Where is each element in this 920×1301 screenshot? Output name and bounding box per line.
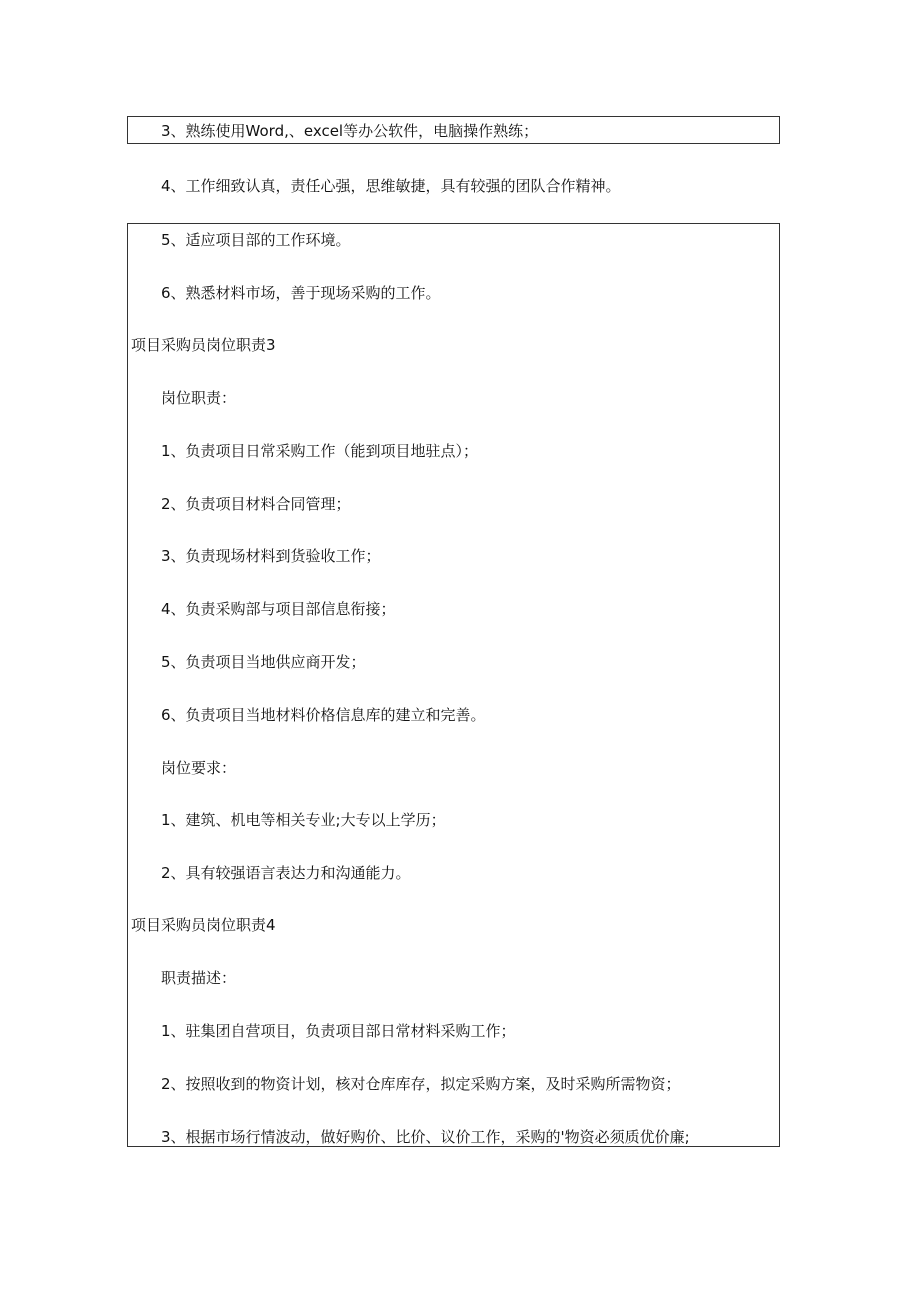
description-item-3: 3、根据市场行情波动，做好购价、比价、议价工作，采购的'物资必须质优价廉; bbox=[161, 1128, 690, 1146]
requirement-item-a2: 2、具有较强语言表达力和沟通能力。 bbox=[161, 864, 411, 882]
duty-item-1: 1、负责项目日常采购工作（能到项目地驻点）； bbox=[161, 442, 479, 460]
duty-item-4: 4、负责采购部与项目部信息衔接； bbox=[161, 600, 396, 618]
description-item-1: 1、驻集团自营项目，负责项目部日常材料采购工作； bbox=[161, 1022, 516, 1040]
duty-item-3: 3、负责现场材料到货验收工作； bbox=[161, 547, 381, 565]
section-heading-4: 项目采购员岗位职责4 bbox=[131, 916, 276, 934]
requirement-item-3: 3、熟练使用Word,、excel等办公软件，电脑操作熟练； bbox=[161, 122, 539, 140]
description-item-2: 2、按照收到的物资计划，核对仓库库存，拟定采购方案，及时采购所需物资； bbox=[161, 1075, 681, 1093]
requirements-label: 岗位要求： bbox=[161, 759, 237, 777]
duty-item-5: 5、负责项目当地供应商开发； bbox=[161, 653, 366, 671]
requirement-item-6: 6、熟悉材料市场，善于现场采购的工作。 bbox=[161, 284, 441, 302]
requirement-item-5: 5、适应项目部的工作环境。 bbox=[161, 231, 351, 249]
table-frame-main bbox=[127, 223, 780, 1147]
section-heading-3: 项目采购员岗位职责3 bbox=[131, 336, 276, 354]
duties-label: 岗位职责： bbox=[161, 389, 237, 407]
duty-item-2: 2、负责项目材料合同管理； bbox=[161, 495, 351, 513]
requirement-item-4: 4、工作细致认真，责任心强，思维敏捷，具有较强的团队合作精神。 bbox=[161, 177, 621, 195]
requirement-item-a1: 1、建筑、机电等相关专业;大专以上学历； bbox=[161, 811, 446, 829]
description-label: 职责描述： bbox=[161, 969, 237, 987]
duty-item-6: 6、负责项目当地材料价格信息库的建立和完善。 bbox=[161, 706, 486, 724]
